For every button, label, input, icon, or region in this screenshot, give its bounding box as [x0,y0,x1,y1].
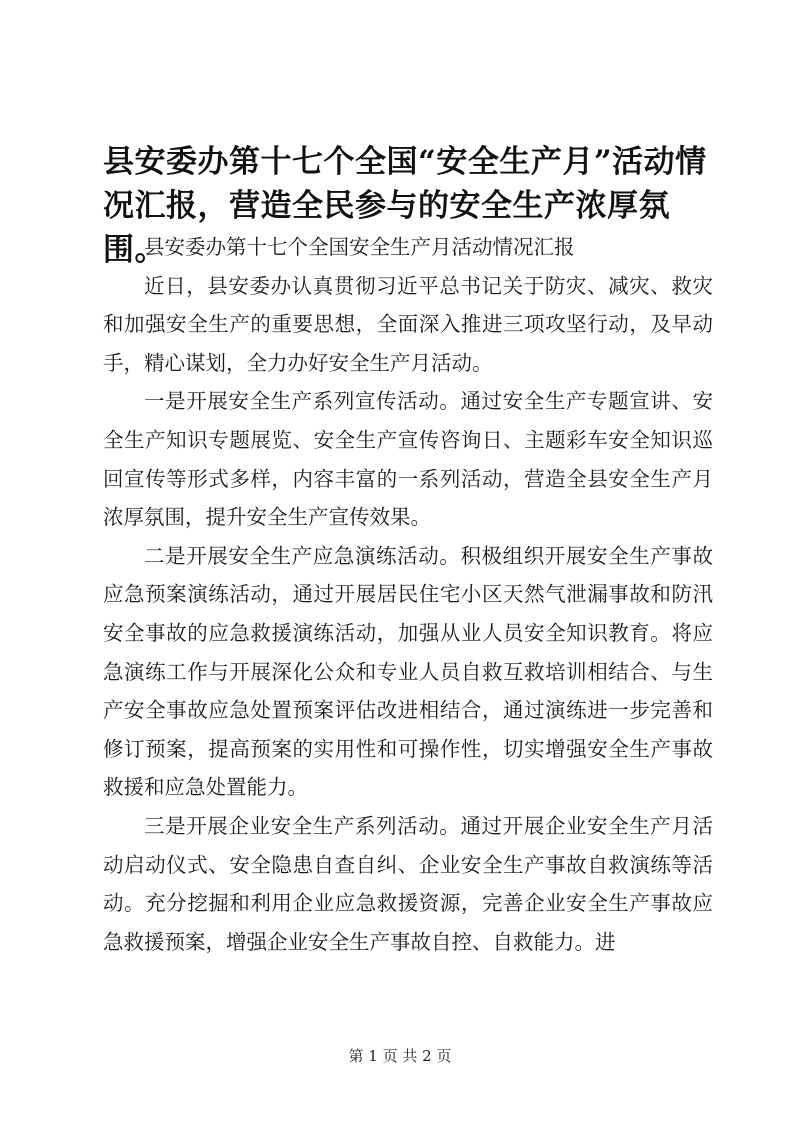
subtitle-paragraph: 县安委办第十七个全国安全生产月活动情况汇报 [144,235,575,259]
paragraph-publicity: 一是开展安全生产系列宣传活动。通过安全生产专题宣讲、安全生产知识专题展览、安全生产宣传咨询日、主题彩车安全知识巡回宣传等形式多样，内容丰富的一系列活动，营造全县安全生产月浓厚氛围，提升安全生产宣传效果。 [103,389,713,530]
document-title: 县安委办第十七个全国“安全生产月”活动情况汇报，营造全民参与的安全生产浓厚氛围。 [103,144,707,268]
document-body [103,228,713,961]
intro-paragraph: 近日，县安委办认真贯彻习近平总书记关于防灾、减灾、救灾和加强安全生产的重要思想，全面深入推进三项攻坚行动，及早动手，精心谋划，全力办好安全生产月活动。 [103,273,713,375]
paragraph-emergency-drills: 二是开展安全生产应急演练活动。积极组织开展安全生产事故应急预案演练活动，通过开展居民住宅小区天然气泄漏事故和防汛安全事故的应急救援演练活动，加强从业人员安全知识教育。将应急演练工作与开展深化公众和专业人员自救互救培训相结合、与生产安全事故应急处置预案评估改进相结合，通过演练进一步完善和修订预案，提高预案的实用性和可操作性，切实增强安全生产事故救援和应急处置能力。 [103,543,713,800]
page-number-footer: 第 1 页 共 2 页 [348,1047,452,1065]
paragraph-enterprise-activities: 三是开展企业安全生产系列活动。通过开展企业安全生产月活动启动仪式、安全隐患自查自纠、企业安全生产事故自救演练等活动。充分挖掘和利用企业应急救援资源，完善企业安全生产事故应急救援预案，增强企业安全生产事故自控、自救能力。进 [103,813,713,954]
